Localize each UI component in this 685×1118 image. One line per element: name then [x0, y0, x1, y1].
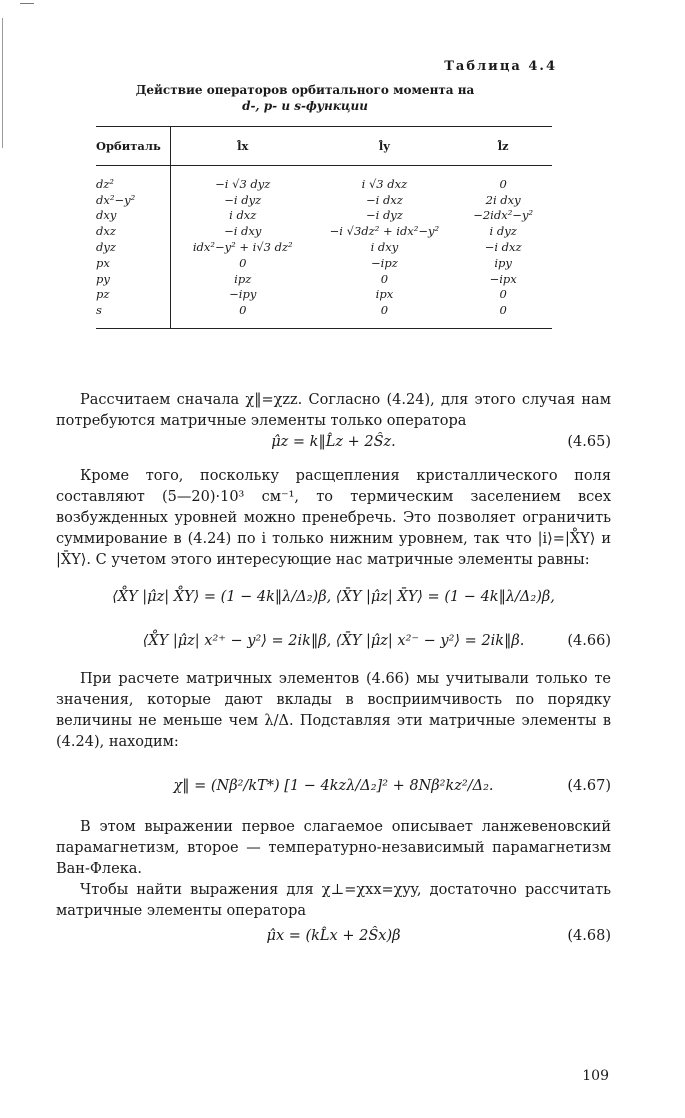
orbital-cell: s — [96, 302, 170, 328]
equation-body: ⟨X̊Y |μ̂z| x²⁺ − y²⟩ = 2ik‖β, ⟨X̄Y |μ̂z| x²⁻ − y²⟩ = 2ik‖β. — [142, 633, 525, 649]
lx-cell: −i dyz — [224, 192, 262, 207]
lx-cell: −i √3 dyz — [215, 176, 271, 191]
header-orbital: Орбиталь — [96, 127, 170, 166]
equation-4-66a — [56, 587, 611, 615]
table-header-row — [96, 127, 552, 166]
ly-cell: 0 — [380, 303, 389, 318]
equation-4-68 — [56, 926, 611, 954]
table-caption-line2: d-, p- и s-функции — [242, 99, 368, 113]
scan-edge-line — [2, 18, 3, 148]
equation-number: (4.68) — [567, 928, 611, 944]
header-lz: l̂z — [497, 139, 509, 153]
equation-number: (4.67) — [567, 778, 611, 794]
table-number: Таблица 4.4 — [444, 59, 557, 74]
ly-cell: −i dyz — [365, 208, 403, 223]
equation-number: (4.65) — [567, 434, 611, 450]
scan-artifact-dash — [20, 3, 34, 4]
lx-cell: −ipy — [229, 287, 257, 302]
equation-body: μ̂x = (kL̂x + 2Ŝx)β — [266, 928, 401, 944]
lx-cell: 0 — [239, 255, 247, 270]
equation-body: ⟨X̊Y |μ̂z| X̊Y⟩ = (1 − 4k‖λ/Δ₂)β, ⟨X̄Y |μ̂z| X̄Y⟩ = (1 − 4k‖λ/Δ₂)β, — [112, 589, 555, 605]
table-row — [96, 223, 552, 239]
lz-cell: 0 — [499, 287, 507, 302]
table-row — [96, 208, 552, 224]
page-number: 109 — [582, 1068, 609, 1084]
ly-cell: ipx — [375, 287, 394, 302]
table-row — [96, 302, 552, 328]
orbital-cell: dxz — [96, 223, 170, 239]
ly-cell: 0 — [380, 271, 389, 286]
table-row — [96, 271, 552, 287]
table-row — [96, 287, 552, 303]
equation-4-67 — [56, 763, 611, 809]
operators-table — [96, 126, 552, 329]
lx-cell: idx²−y² + i√3 dz² — [192, 240, 293, 255]
lz-cell: 2i dxy — [485, 192, 521, 207]
lz-cell: i dyz — [489, 224, 517, 239]
ly-cell: i dxy — [370, 240, 399, 255]
orbital-cell: dx²−y² — [96, 192, 170, 208]
lx-cell: −i dxy — [224, 224, 262, 239]
ly-cell: −ipz — [371, 255, 398, 270]
equation-number: (4.66) — [567, 633, 611, 649]
table-row — [96, 166, 552, 192]
equation-4-66b — [56, 631, 611, 659]
table-row — [96, 239, 552, 255]
lx-cell: i dxz — [229, 208, 257, 223]
lx-cell: ipz — [234, 271, 252, 286]
table-caption — [95, 82, 515, 114]
paragraph-5: Чтобы найти выражения для χ⊥=χxx=χyy, достаточно рассчитать матричные элементы оператора — [56, 882, 611, 919]
lx-cell: 0 — [239, 303, 247, 318]
paragraph-4: В этом выражении первое слагаемое описывает ланжевеновский парамагнетизм, второе — температурно-независимый парамагнетизм Ван-Флека. — [56, 819, 611, 877]
table-row — [96, 255, 552, 271]
orbital-cell: dz² — [96, 166, 170, 192]
paragraph-3: При расчете матричных элементов (4.66) мы учитывали только те значения, которые дают вклады в восприимчивость по порядку величины не меньше чем λ/Δ. Подставляя эти матричные элементы в (4.24), находим: — [56, 671, 611, 750]
table-caption-line1: Действие операторов орбитального момента на — [135, 83, 475, 97]
table-row — [96, 192, 552, 208]
header-ly: l̂y — [378, 139, 390, 153]
lz-cell: −2idx²−y² — [473, 208, 534, 223]
orbital-cell: pz — [96, 287, 170, 303]
equation-body: μ̂z = k‖L̂z + 2Ŝz. — [271, 434, 396, 450]
lz-cell: 0 — [499, 303, 507, 318]
paragraph-2: Кроме того, поскольку расщепления кристаллического поля составляют (5—20)·10³ см⁻¹, то термическим заселением всех возбужденных уровней можно пренебречь. Это позволяет ограничить суммирование в (4.24) по i только нижним уровнем, так что |i⟩=|X̊Y⟩ и |X̄Y⟩. С учетом этого интересующие нас матричные элементы равны: — [56, 468, 611, 568]
ly-cell: i √3 dxz — [361, 176, 408, 191]
equation-body: χ‖ = (Nβ²/kT*) [1 − 4kzλ/Δ₂]² + 8Nβ²kz²/Δ₂. — [173, 778, 494, 794]
lz-cell: ipy — [494, 255, 512, 270]
orbital-cell: dyz — [96, 239, 170, 255]
equation-4-65 — [56, 432, 611, 460]
orbital-cell: px — [96, 255, 170, 271]
lz-cell: −ipx — [489, 271, 517, 286]
orbital-cell: py — [96, 271, 170, 287]
ly-cell: −i √3dz² + idx²−y² — [329, 224, 440, 239]
body-text — [56, 390, 611, 954]
lz-cell: −i dxz — [484, 240, 522, 255]
header-lx: l̂x — [237, 139, 249, 153]
orbital-cell: dxy — [96, 208, 170, 224]
ly-cell: −i dxz — [365, 192, 403, 207]
lz-cell: 0 — [499, 176, 507, 191]
paragraph-1: Рассчитаем сначала χ‖=χzz. Согласно (4.24), для этого случая нам потребуются матричные элементы только оператора — [56, 392, 611, 429]
